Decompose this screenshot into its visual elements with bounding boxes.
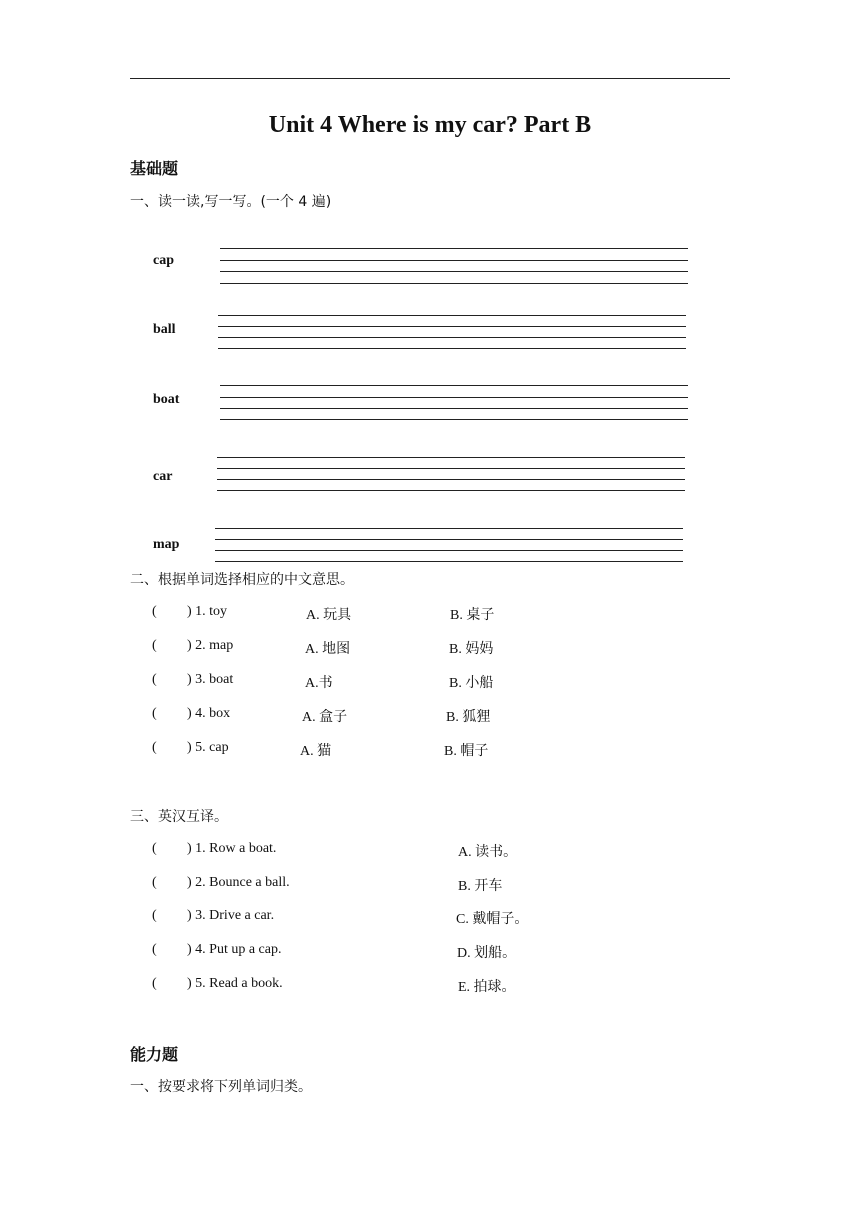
word-ball: ball	[153, 322, 176, 337]
writing-line	[220, 248, 688, 249]
writing-line	[220, 385, 688, 386]
answer-paren: (	[152, 976, 157, 991]
question-text: ) 5. Read a book.	[187, 976, 283, 991]
answer-paren: (	[152, 908, 157, 923]
basic-section-heading: 基础题	[130, 159, 179, 178]
question-text: ) 2. map	[187, 638, 234, 653]
writing-line	[215, 539, 683, 540]
answer-paren: (	[152, 841, 157, 856]
answer-paren: (	[152, 638, 157, 653]
header-rule	[130, 78, 730, 79]
writing-line	[220, 419, 688, 420]
answer-paren: (	[152, 672, 157, 687]
question-text: ) 2. Bounce a ball.	[187, 875, 290, 890]
writing-line	[215, 528, 683, 529]
writing-line	[220, 271, 688, 272]
writing-line	[217, 457, 685, 458]
answer-paren: (	[152, 604, 157, 619]
option-b: B. 妈妈	[449, 642, 494, 657]
answer-paren: (	[152, 706, 157, 721]
ability-section-heading: 能力题	[130, 1045, 179, 1064]
writing-line	[217, 490, 685, 491]
writing-line	[220, 260, 688, 261]
answer-paren: (	[152, 875, 157, 890]
question-text: ) 3. Drive a car.	[187, 908, 275, 923]
word-cap: cap	[153, 253, 174, 268]
question-text: ) 5. cap	[187, 740, 229, 755]
option-b: B. 帽子	[444, 744, 489, 759]
answer-option: C. 戴帽子。	[456, 912, 529, 927]
option-a: A.书	[305, 676, 333, 691]
question-text: ) 1. Row a boat.	[187, 841, 277, 856]
writing-line	[218, 337, 686, 338]
answer-paren: (	[152, 942, 157, 957]
part1-instruction: 一、读一读,写一写。(一个 4 遍)	[130, 194, 332, 210]
writing-line	[220, 408, 688, 409]
option-b: B. 狐狸	[446, 710, 491, 725]
answer-option: B. 开车	[458, 879, 503, 894]
writing-line	[217, 479, 685, 480]
word-car: car	[153, 469, 173, 484]
writing-line	[215, 561, 683, 562]
option-b: B. 桌子	[450, 608, 495, 623]
writing-line	[218, 348, 686, 349]
question-text: ) 4. Put up a cap.	[187, 942, 282, 957]
question-text: ) 1. toy	[187, 604, 228, 619]
part2-instruction: 二、根据单词选择相应的中文意思。	[130, 572, 354, 588]
answer-option: E. 拍球。	[458, 980, 516, 995]
word-boat: boat	[153, 392, 180, 407]
answer-option: D. 划船。	[457, 946, 517, 961]
option-a: A. 地图	[305, 642, 351, 657]
writing-line	[217, 468, 685, 469]
writing-line	[218, 326, 686, 327]
answer-paren: (	[152, 740, 157, 755]
option-a: A. 盒子	[302, 710, 348, 725]
part3-instruction: 三、英汉互译。	[130, 809, 228, 825]
ability-part1-instruction: 一、按要求将下列单词归类。	[130, 1079, 312, 1095]
option-a: A. 猫	[300, 744, 332, 759]
writing-line	[218, 315, 686, 316]
question-text: ) 4. box	[187, 706, 231, 721]
writing-line	[220, 397, 688, 398]
question-text: ) 3. boat	[187, 672, 234, 687]
option-a: A. 玩具	[306, 608, 352, 623]
writing-line	[220, 283, 688, 284]
page-title: Unit 4 Where is my car? Part B	[268, 112, 592, 138]
word-map: map	[153, 537, 180, 552]
option-b: B. 小船	[449, 676, 494, 691]
writing-line	[215, 550, 683, 551]
answer-option: A. 读书。	[458, 845, 518, 860]
